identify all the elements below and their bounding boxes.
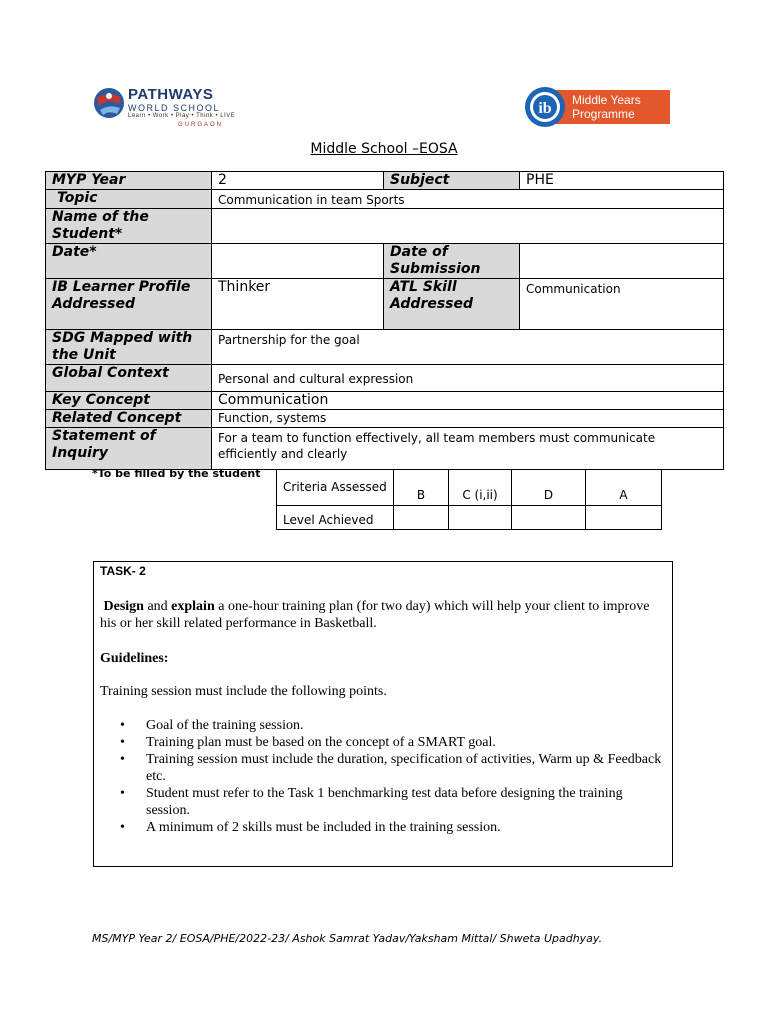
topic-value: Communication in team Sports: [212, 190, 724, 209]
key-concept-label: Key Concept: [46, 392, 212, 410]
task-intro-design: Design: [103, 599, 144, 614]
task-intro: [100, 598, 662, 632]
task-title: TASK- 2: [100, 564, 146, 578]
footer-text: MS/MYP Year 2/ EOSA/PHE/2022-23/ Ashok Samrat Yadav/Yaksham Mittal/ Shweta Upadhyay.: [92, 932, 603, 945]
pathways-logo: [92, 84, 242, 134]
pathways-logo-line4: GURGAON: [178, 122, 224, 128]
level-b-cell[interactable]: [394, 506, 449, 530]
ib-circle-icon: [524, 86, 566, 128]
sdg-value: Partnership for the goal: [212, 330, 724, 365]
atl-label: ATL Skill Addressed: [384, 279, 520, 330]
student-name-value[interactable]: [212, 209, 724, 244]
level-c-cell[interactable]: [449, 506, 512, 530]
criterion-c: C (i,ii): [449, 470, 512, 506]
global-context-value: Personal and cultural expression: [212, 365, 724, 392]
criterion-b: B: [394, 470, 449, 506]
related-concept-label: Related Concept: [46, 410, 212, 428]
related-concept-value: Function, systems: [212, 410, 724, 428]
list-item: • Training session must include the duration, specification of activities, Warm up & Feedback etc.: [100, 751, 662, 785]
sdg-label: SDG Mapped with the Unit: [46, 330, 212, 365]
document-title-text: Middle School –EOSA: [310, 141, 458, 157]
myp-year-value: 2: [212, 172, 384, 190]
globe-icon: [92, 86, 126, 120]
list-item: • A minimum of 2 skills must be included in the training session.: [100, 819, 662, 836]
subject-value: PHE: [520, 172, 724, 190]
fill-note: *To be filled by the student: [92, 467, 261, 480]
date-value[interactable]: [212, 244, 384, 279]
list-item: • Goal of the training session.: [100, 717, 662, 734]
points-intro: Training session must include the following points.: [100, 684, 387, 699]
submission-label: Date of Submission: [384, 244, 520, 279]
task-box: [93, 561, 673, 867]
pathways-logo-line1: PATHWAYS: [128, 86, 214, 103]
ib-mark: ib: [538, 100, 552, 117]
myp-year-label: MYP Year: [46, 172, 212, 190]
ib-myp-logo: [524, 86, 672, 128]
date-label: Date*: [46, 244, 212, 279]
global-context-label: Global Context: [46, 365, 212, 392]
ib-logo-line2: Programme: [572, 107, 635, 121]
pathways-logo-line2: WORLD SCHOOL: [128, 103, 221, 113]
task-intro-rest: a one-hour training plan (for two day) which will help your client to improve his or her skill related performance in Basketball.: [100, 599, 650, 631]
inquiry-value: For a team to function effectively, all team members must communicate efficiently and clearly: [212, 428, 724, 470]
criteria-assessed-label: Criteria Assessed: [277, 470, 394, 506]
info-table: [45, 171, 724, 470]
criteria-table: [276, 469, 662, 530]
learner-profile-value: Thinker: [212, 279, 384, 330]
pathways-logo-line3: Learn • Work • Play • Think • LIVE: [128, 113, 236, 119]
guidelines-heading: Guidelines:: [100, 651, 169, 666]
document-title: [0, 141, 768, 157]
submission-value[interactable]: [520, 244, 724, 279]
subject-label: Subject: [384, 172, 520, 190]
student-name-label: Name of the Student*: [46, 209, 212, 244]
key-concept-value: Communication: [212, 392, 724, 410]
level-d-cell[interactable]: [512, 506, 586, 530]
inquiry-label: Statement of Inquiry: [46, 428, 212, 470]
list-item: • Training plan must be based on the concept of a SMART goal.: [100, 734, 662, 751]
ib-logo-line1: Middle Years: [572, 93, 641, 107]
atl-value: Communication: [520, 279, 724, 330]
topic-label: Topic: [46, 190, 212, 209]
task-intro-and: and: [143, 599, 172, 614]
criterion-a: A: [586, 470, 662, 506]
task-intro-explain: explain: [171, 599, 215, 614]
level-achieved-label: Level Achieved: [277, 506, 394, 530]
guidelines-list: [100, 717, 662, 836]
learner-profile-label: IB Learner Profile Addressed: [46, 279, 212, 330]
criterion-d: D: [512, 470, 586, 506]
list-item: • Student must refer to the Task 1 benchmarking test data before designing the training session.: [100, 785, 662, 819]
level-a-cell[interactable]: [586, 506, 662, 530]
